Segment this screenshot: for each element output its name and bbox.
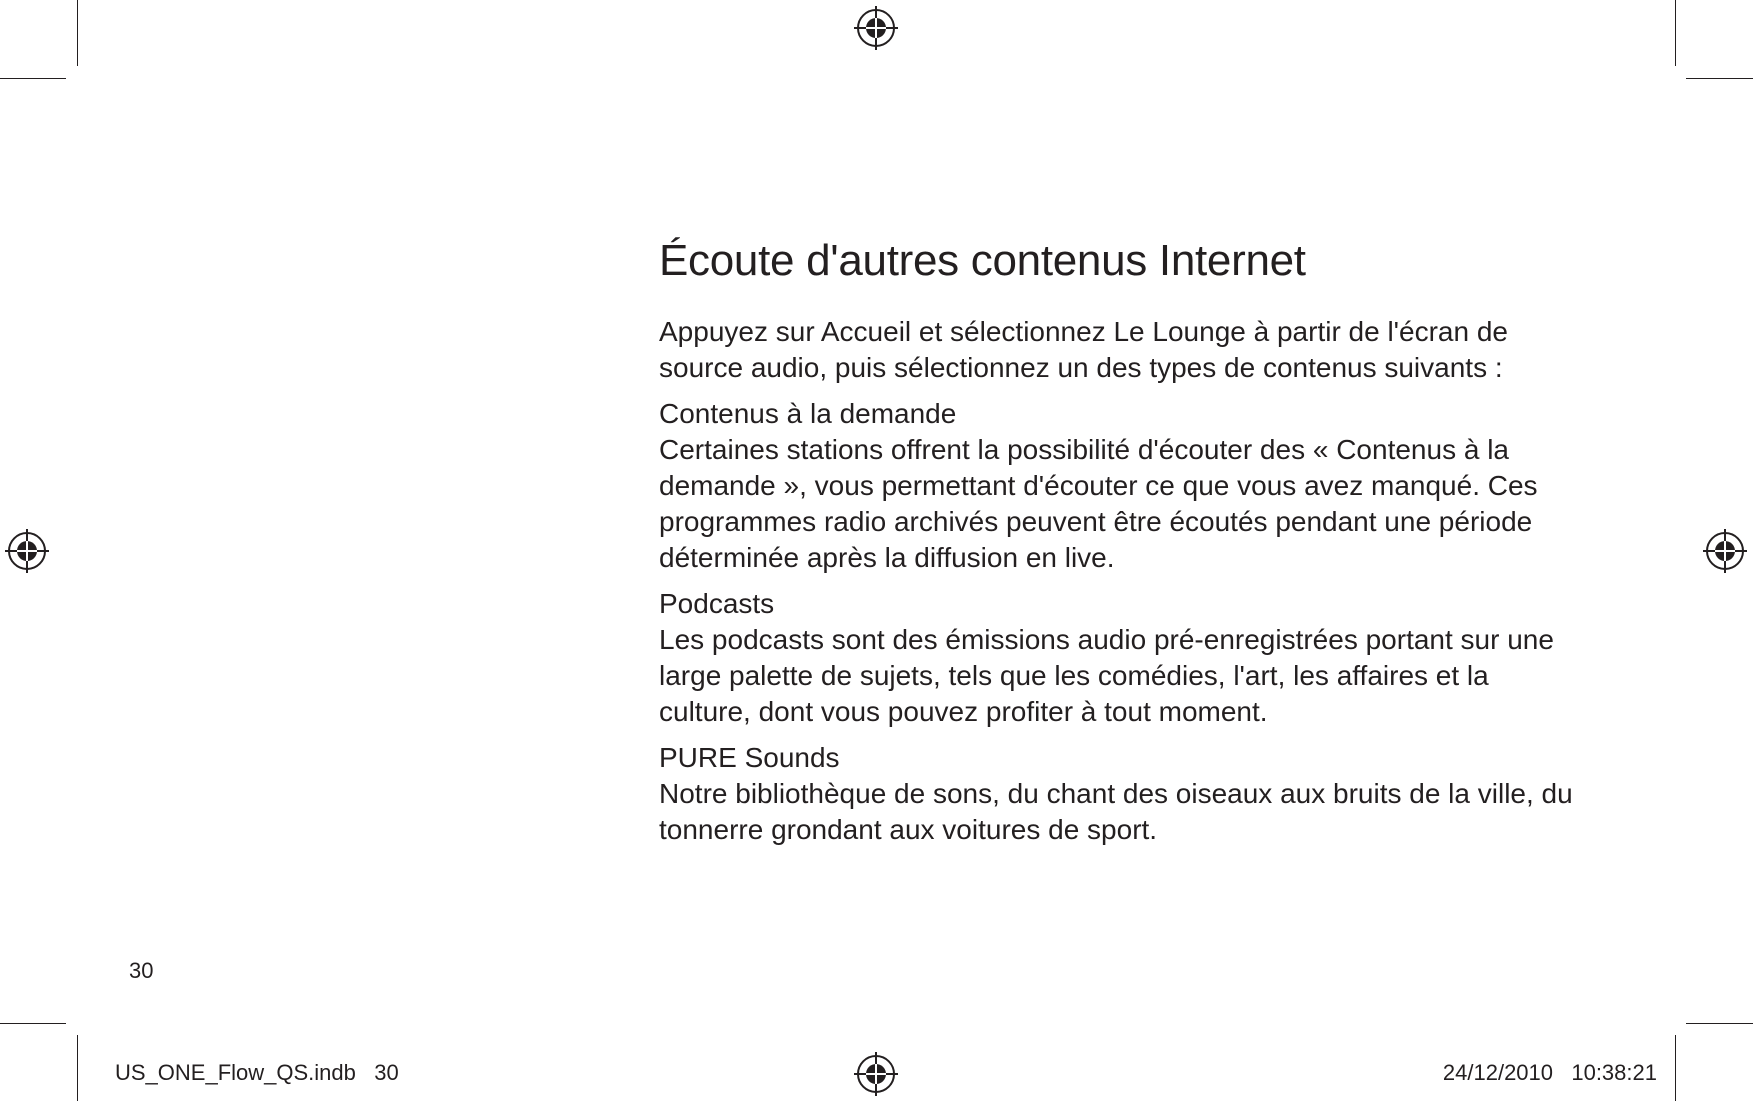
crop-mark-top-right-vertical	[1675, 0, 1676, 66]
section-heading: PURE Sounds	[659, 742, 840, 773]
crop-mark-bottom-right-vertical	[1675, 1035, 1676, 1101]
section-podcasts	[659, 586, 1579, 730]
slug-date-time: 24/12/2010 10:38:21	[1442, 1060, 1657, 1085]
section-body: Notre bibliothèque de sons, du chant des oiseaux aux bruits de la ville, du tonnerre grondant aux voitures de sport.	[659, 778, 1573, 845]
section-heading: Contenus à la demande	[659, 398, 957, 429]
crop-mark-top-right-horizontal	[1686, 78, 1753, 79]
crop-mark-bottom-right-horizontal	[1686, 1023, 1753, 1024]
section-heading: Podcasts	[659, 588, 775, 619]
registration-mark-icon	[5, 529, 49, 573]
section-pure-sounds	[659, 740, 1579, 848]
section-on-demand	[659, 396, 1579, 576]
page-content	[659, 232, 1579, 858]
registration-mark-icon	[1703, 529, 1747, 573]
crop-mark-bottom-left-vertical	[77, 1035, 78, 1101]
page-title: Écoute d'autres contenus Internet	[659, 236, 1306, 285]
registration-mark-icon	[854, 1052, 898, 1096]
section-body: Les podcasts sont des émissions audio pré-enregistrées portant sur une large palette de sujets, tels que les comédies, l'art, les affaires et la culture, dont vous pouvez profiter à tout moment.	[659, 624, 1554, 727]
crop-mark-top-left-vertical	[77, 0, 78, 66]
crop-mark-top-left-horizontal	[0, 78, 66, 79]
page-number: 30	[129, 958, 154, 983]
section-body: Certaines stations offrent la possibilité d'écouter des « Contenus à la demande », vous permettant d'écouter ce que vous avez manqué. Ces programmes radio archivés peuvent être écoutés pendant une période déterminée après la diffusion en live.	[659, 434, 1538, 573]
intro-paragraph: Appuyez sur Accueil et sélectionnez Le Lounge à partir de l'écran de source audio, puis sélectionnez un des types de contenus suivants :	[659, 316, 1508, 383]
slug-file-info: US_ONE_Flow_QS.indb 30	[115, 1060, 399, 1085]
crop-mark-bottom-left-horizontal	[0, 1023, 66, 1024]
registration-mark-icon	[854, 6, 898, 50]
